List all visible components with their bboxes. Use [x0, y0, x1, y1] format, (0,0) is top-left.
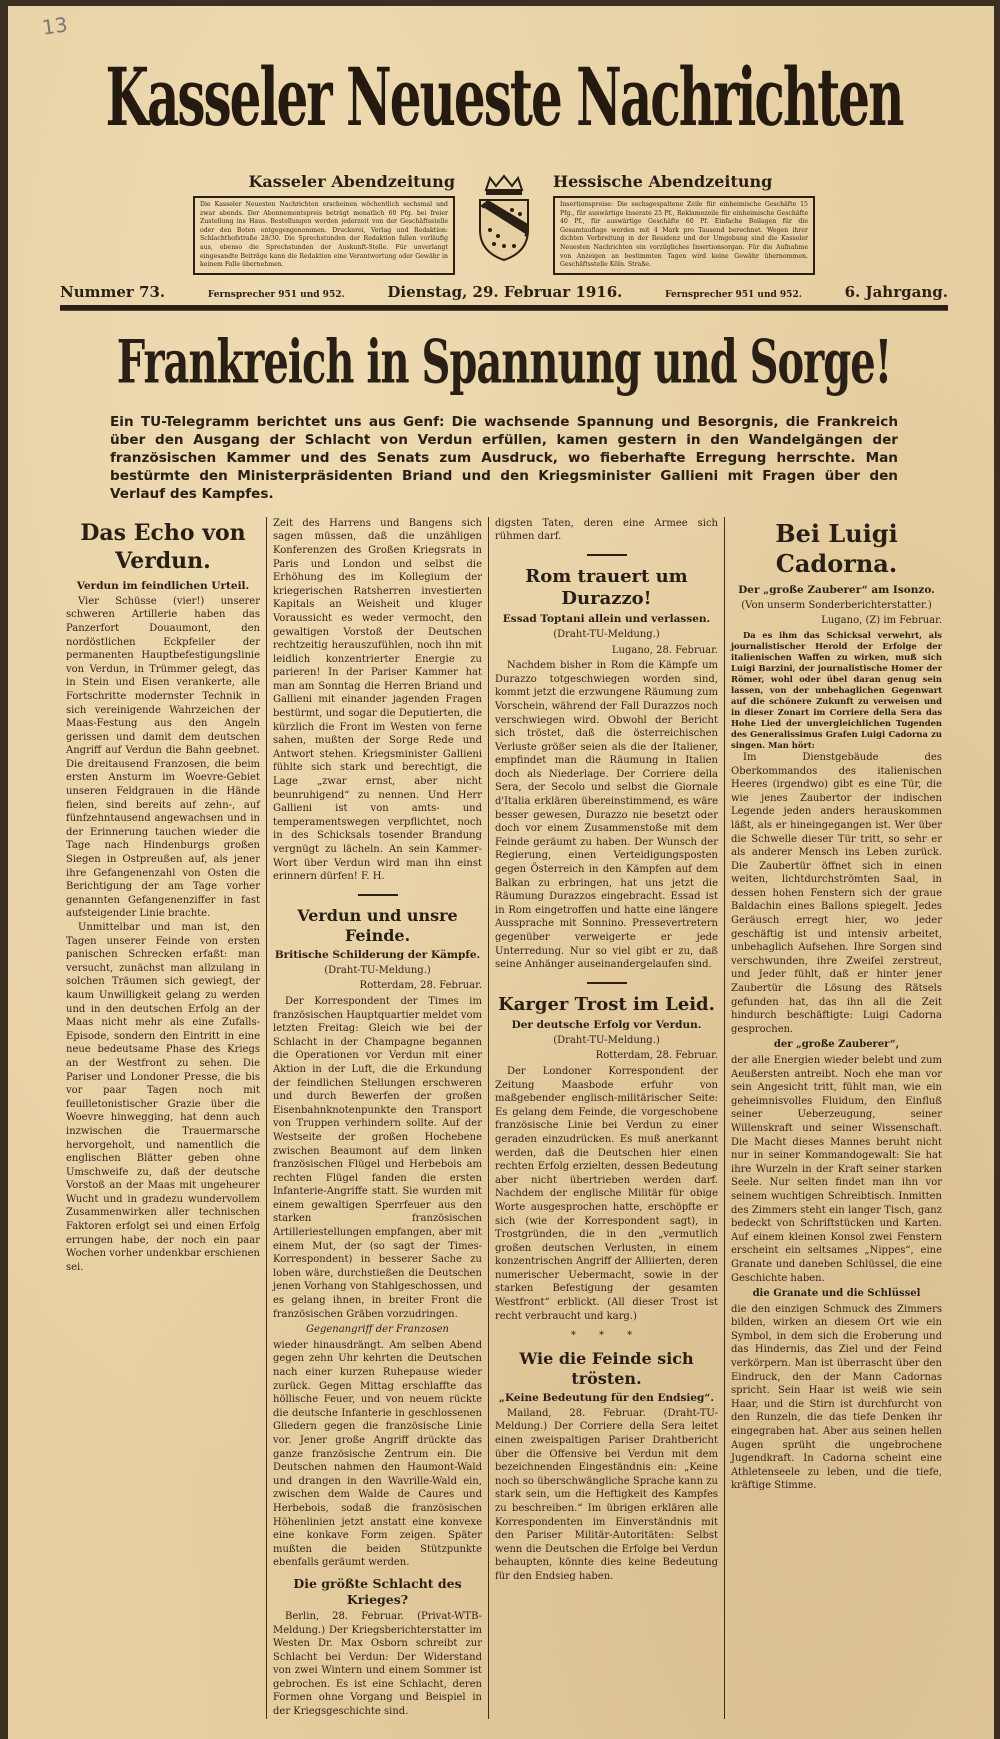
article-paragraph: Nachdem bisher in Rom die Kämpfe um Durazzo totgeschwiegen worden sind, kommt jetzt die erzwungene Räumung zum Vorschein, während der Fall Durazzos noch verschwiegen wird. Obwohl der Bericht sich tröstet, daß die österreichischen Verluste größer seien als die der Italiener, empfindet man die Räumung in Italien doch als Niederlage. Der Corriere della Sera, der Secolo und selbst die Giornale d'Italia erklären übereinstimmend, es wäre besser gewesen, Durazzo nie besetzt oder doch vor einem Zusammenstoße mit dem Feinde geräumt zu haben. Der Wunsch der Regierung, einen Verteidigungsposten gegen Österreich in den Kämpfen auf dem Balkan zu erbringen, hat uns jetzt die Räumung Durazzos eingebracht. Essad ist in Rom eingetroffen und hatte eine längere Aussprache mit Sonnino. Pressevertretern gegenüber verweigerte er jede Unterredung. Nur so viel gibt er zu, daß seine Anhänger auseinandergelaufen sind.	[495, 660, 718, 971]
subscription-info-box: Die Kasseler Neuesten Nachrichten erscheinen wöchentlich sechsmal und zwar abends. Der Abonnementspreis beträgt monatlich 60 Pfg. bei freier Zustellung ins Haus. Bestellungen werden jederzeit von der Geschäftsstelle oder den Boten entgegengenommen. Druckerei, Verlag und Redaktion: Schlachthofstraße 28/30. Die Sprechstunden der Redaktion fallen vorläufig aus, ebenso die Sprechstunden der Auskunft-Stelle. Für unverlangt eingesandte Beiträge kann die Redaktion eine Verantwortung oder Gewähr in keinem Falle übernehmen.	[193, 196, 455, 275]
column-2	[266, 517, 488, 1719]
article-deck: Britische Schilderung der Kämpfe.	[274, 948, 481, 961]
article-deck: Essad Toptani allein und verlassen.	[502, 612, 711, 625]
article-source: (Draht-TU-Meldung.)	[324, 964, 431, 976]
article-source: (Draht-TU-Meldung.)	[553, 628, 660, 640]
masthead-rule	[60, 305, 948, 311]
masthead-info	[60, 172, 948, 275]
separator	[587, 554, 627, 556]
article-dateline: Rotterdam, 28. Februar.	[359, 980, 482, 992]
article-paragraph: Unmittelbar und man ist, den Tagen unserer Feinde von ersten panischen Schrecken erfaßt: man versucht, zunächst man allzulang in solchen Träumen sich gewiegt, der kaum Unwilligkeit gelang zu werden und in den deutschen Erfolg an der Maas nicht mehr als eine Zufalls-Episode, sondern den Eintritt in eine neue bedeutsame Phase des Kriegs an der Westfront zu sehen. Die Pariser und Londoner Presse, die bis vor paar Tagen noch mit feuilletonistischer Grazie über die Woevre hinwegging, hat denn auch inzwischen die Trauermarsche hervorgeholt, und namentlich die englischen Blätter geben ohne Umschweife zu, daß der deutsche Vorstoß an der Maas mit ungeheurer Wucht und in gradezu wundervollem Zusammenwirken aller technischen Faktoren erfolgt sei und einen Erfolg errungen habe, der noch ein paar Wochen vorher undenkbar erschienen sei.	[66, 922, 260, 1273]
article-paragraph: wieder hinausdrängt. Am selben Abend gegen zehn Uhr kehrten die Deutschen nach einer kurzen Ruhepause wieder zurück. Gegen Mittag erschlaffte das höllische Feuer, und von neuem rückte die deutsche Infanterie in geschlossenen Gliedern gegen die französische Linie vor. Jener große Angriff drückte das ganze französische Zentrum ein. Die Deutschen nahmen den Haumont-Wald und drangen in den Wavrille-Wald ein, zwischen dem Walde de Caures und Herbebois, sodaß die französischen Höhenlinien jetzt anstatt eine konvexe eine konkave Form zeigen. Später mußten die beiden Stützpunkte ebenfalls geräumt werden.	[273, 1339, 482, 1569]
subheading: der „große Zauberer“,	[773, 1039, 900, 1051]
article-paragraph: Im Dienstgebäude des Oberkommandos des italienischen Heeres (irgendwo) gibt es eine Tür, die wie jenes Zaubertor der indischen Legende jeden anders herauskommen läßt, als er hineingegangen ist. Wer über die Schwelle dieser Tür tritt, so sehr er als anderer Mensch ins Leben zurück. Die Zaubertür öffnet sich in einen weiten, lichtdurchströmten Saal, in dessen hohen Fenstern sich der graue Baldachin eines Ballons spiegelt. Jedes Geräusch erregt hier, wo jeder geschäftig ist und intensiv arbeitet, unbehaglich Aufsehen. Ihre Sorgen sind verschwunden, ihre Zweifel zerstreut, und Jeder fühlt, daß er hinter jener Zaubertür die Lösung des Rätsels gefunden hat, das ihn all die Zeit hindurch beschäftigte: Luigi Cadorna gesprochen.	[731, 751, 942, 1035]
volume: 6. Jahrgang.	[844, 282, 948, 301]
masthead	[60, 46, 948, 164]
lead-paragraph: Ein TU-Telegramm berichtet uns aus Genf: Die wachsende Spannung und Besorgnis, die Frankreich über den Ausgang der Schlacht von Verdun erfüllen, kamen gestern in den Wandelgängen der französischen Kammer und des Senats zum Ausdruck, wo fieberhafte Erregung herrschte. Man bestürmte den Ministerpräsidenten Briand und den Kriegsminister Gallieni mit Fragen über den Verlauf des Kampfes.	[110, 413, 898, 502]
article-title: Rom trauert um Durazzo!	[525, 565, 688, 609]
main-headline: Frankreich in Spannung und Sorge!	[116, 326, 892, 398]
article-title: Bei Luigi Cadorna.	[775, 518, 898, 578]
separator-stars: * * *	[570, 1330, 643, 1342]
advertising-rates-box: Insertionspreise: Die sechsgespaltene Zeile für einheimische Geschäfte 15 Pfg., für auswärtige Inserate 25 Pf., Reklamezeile für einheimische Geschäfte 40 Pf., für auswärtige Geschäfte 60 Pf. Einfache Beilagen für die Gesamtauflage werden mit 4 Mark pro Tausend berechnet. Wegen ihrer dichten Verbreitung in der Residenz und der Umgebung sind die Kasseler Neuesten Nachrichten ein vorzügliches Insertionsorgan. Für die Aufnahme von Anzeigen an bestimmten Tagen wird keine Gewähr übernommen. Geschäftsstelle Köln. Straße.	[553, 196, 815, 275]
article-paragraph: Mailand, 28. Februar. (Draht-TU-Meldung.) Der Corriere della Sera leitet einen zweispaltigen Pariser Drahtbericht über die Offensive bei Verdun mit dem bezeichnenden Eingeständnis ein: „Keine noch so überschwängliche Sprache kann zu stark sein, um die Heftigkeit des Kampfes zu beschreiben.“ Im übrigen erklären alle Korrespondenten im Einverständnis mit den Pariser Militär-Autoritäten: Selbst wenn die Deutschen die Erfolge bei Verdun behaupten, könnte dies keine Bedeutung für den Endsieg haben.	[495, 1407, 718, 1582]
issue-number: Nummer 73.	[60, 282, 166, 301]
column-3	[488, 517, 724, 1719]
masthead-title: Kasseler Neueste Nachrichten	[105, 50, 903, 145]
issue-date: Dienstag, 29. Februar 1916.	[387, 282, 623, 301]
article-dateline: Rotterdam, 28. Februar.	[595, 1050, 718, 1062]
article-paragraph: digsten Taten, deren eine Armee sich rühmen darf.	[495, 517, 718, 543]
article-title: Verdun und unsre Feinde.	[297, 905, 458, 945]
masthead-right	[553, 172, 948, 275]
article-source: (Draht-TU-Meldung.)	[553, 1034, 660, 1046]
article-paragraph: Vier Schüsse (vier!) unserer schweren Artillerie haben das Panzerfort Douaumont, den nordöstlichen Eckpfeiler der permanenten Hauptbefestigungslinie von Verdun, in Trümmer gelegt, das in Stein und Eisen verankerte, alle Fortschritte modernster Technik in sich vereinigende Wahrzeichen der Maas-Festung aus den Angeln gerissen und damit dem deutschen Angriff auf Verdun die Bahn geebnet. Die dreitausend Franzosen, die beim ersten Ansturm im Woevre-Gebiet unseren Feldgrauen in die Hände fielen, sind bereits auf zehn-, auf fünfzehntausend angewachsen und in der Erinnerung tauchen wieder die Tage nach Hindenburgs großen Siegen in Ostpreußen auf, als jener ihre Gefangenenzahl von Osten die Berichtigung der am Tage vorher genannten Gefangenenziffer in fast aufsteigender Linie brachte.	[66, 595, 260, 920]
article-title: Karger Trost im Leid.	[498, 993, 715, 1015]
article-deck: Der deutsche Erfolg vor Verdun.	[511, 1018, 702, 1031]
article-title: Die größte Schlacht des Krieges?	[293, 1575, 462, 1607]
subtitle-right: Hessische Abendzeitung	[553, 172, 773, 191]
subheading: Gegenangriff der Franzosen	[306, 1324, 449, 1336]
headline-area	[60, 327, 948, 407]
pencil-annotation: 13	[40, 12, 69, 40]
column-1	[60, 517, 266, 1719]
article-title: Wie die Feinde sich trösten.	[519, 1348, 694, 1388]
article-paragraph: Zeit des Harrens und Bangens sich sagen müssen, daß die unzähligen Konferenzen des Großen Kriegsrats in Paris und London und selbst die Erhöhung des im Kollegium der kriegerischen Ratsherren investierten Kapitals an Weisheit und kluger Voraussicht es weder vermocht, den gewaltigen Vorstoß der Deutschen rechtzeitig herauszufühlen, noch ihn mit leidlich konzentrierter Energie zu parieren! In der Pariser Kammer hat man am Sonntag die Herren Briand und Gallieni mit einander jagenden Fragen bestürmt, und sogar die Deputierten, die kürzlich die Front im Westen von ferne sahen, mußten der Sorge Rede und Antwort stehen. Kriegsminister Gallieni fühlte sich stark und berechtigt, die Lage „zwar ernst, aber nicht beunruhigend“ zu nennen. Und Herr Gallieni ist von amts- und temperamentswegen verpflichtet, noch in des Schicksals tosender Brandung vergnügt zu lächeln. An sein Kammer-Wort über Verdun wird man ihn einst erinnern dürfen! F. H.	[273, 517, 482, 883]
article-paragraph: Berlin, 28. Februar. (Privat-WTB-Meldung.) Der Kriegsberichterstatter im Westen Dr. Max Osborn schreibt zur Schlacht bei Verdun: Der Widerstand von zwei Wintern und einem Sommer ist gebrochen. Es ist eine Schlacht, deren Formen ohne Vorgang und Beispiel in der Kriegsgeschichte sind.	[273, 1610, 482, 1718]
article-paragraph: Der Londoner Korrespondent der Zeitung Maasbode erfuhr von maßgebender englisch-militärischer Seite: Es gelang dem Feinde, die vorgeschobene französische Linie bei Verdun zu einer geraden einzudrücken. Es muß anerkannt werden, daß die Deutschen hier einen rechten Erfolg erzielten, dessen Bedeutung aber nicht übertrieben werden darf. Nachdem der englische Militär für obige Worte ausgesprochen hatte, erschöpfte er sich (wie der Korrespondent sagt), in Trostgründen, die in den „vermutlich großen deutschen Verlusten, in einem konzentrischen Angriff der Alliierten, deren numerischer Uebermacht, sowie in der starken Befestigung der gesamten Westfront“ erblickt. (All dieser Trost ist recht verbraucht und karg.)	[495, 1065, 718, 1322]
newspaper-page	[8, 6, 994, 1739]
coat-of-arms-icon	[474, 172, 534, 262]
subtitle-left: Kasseler Abendzeitung	[248, 172, 455, 191]
article-dateline: Lugano, (Z) im Februar.	[821, 615, 942, 627]
article-paragraph: Der Korrespondent der Times im französischen Hauptquartier meldet vom letzten Freitag: Gleich wie bei der Schlacht in der Champagne begannen die Operationen vor Verdun mit einer Aktion in der Luft, die die Erkundung der feindlichen Stellungen erschweren und durch Bewerfen der großen Eisenbahnknotenpunkte den Transport von Truppen verhindern sollte. Auf der Westseite der großen Hochebene zwischen Beaumont auf dem linken französischen Flügel und Herbebois am rechten Flügel fanden die ersten Infanterie-Angriffe statt. Sie wurden mit einem gewaltigen Sperrfeuer aus den starken französischen Artilleriestellungen empfangen, aber mit einem Mut, der (so sagt der Times-Korrespondent) in besserer Sache zu loben wäre, durchstießen die Deutschen jenen Vorhang von Stahlgeschossen, und es gelang ihnen, in breiter Front die französischen Gräben vorzudringen.	[273, 995, 482, 1320]
separator	[358, 894, 398, 896]
subheading: die Granate und die Schlüssel	[752, 1288, 921, 1300]
article-title: Das Echo von Verdun.	[80, 519, 246, 574]
article-dateline: Lugano, 28. Februar.	[611, 644, 718, 656]
article-deck: Verdun im feindlichen Urteil.	[76, 579, 250, 592]
article-columns	[60, 517, 948, 1719]
article-intro: Da es ihm das Schicksal verwehrt, als journalistischer Herold der Erfolge der italienischen Waffen zu wirken, muß sich Luigi Barzini, der journalistische Homer der Römer, wohl oder übel daran genug sein lassen, von der unbehaglichen Gegenwart auf die schönere Zukunft zu verweisen und in dieser Zonart im Corriere della Sera das Hohe Lied der unvergleichlichen Tugenden des Generalissimus Grafen Luigi Cadorna zu singen. Man hört:	[731, 629, 942, 750]
column-4	[724, 517, 948, 1719]
phone-left: Fernsprecher 951 und 952.	[207, 289, 345, 300]
masthead-left	[60, 172, 455, 275]
article-deck: Der „große Zauberer“ am Isonzo.	[738, 583, 935, 596]
phone-right: Fernsprecher 951 und 952.	[665, 289, 802, 300]
article-deck: „Keine Bedeutung für den Endsieg“.	[498, 1391, 715, 1404]
article-paragraph: die den einzigen Schmuck des Zimmers bilden, wirken an diesem Ort wie ein Symbol, in dem sich die Eroberung und das Hindernis, das Ziel und der Feind verkörpern. Man ist überrascht über den Eindruck, den der Mann Cadornas spricht. Sein Haar ist weiß wie sein Haar, und die Stirn ist durchfurcht von den Runzeln, die das tiefe Denken ihr eingegraben hat. Aber aus seinen hellen Augen sprüht die ungebrochene Jugendkraft. In Cadorna scheint eine Athletenseele zu leben, und die tiefe, kräftige Stimme.	[731, 1303, 942, 1492]
article-paragraph: der alle Energien wieder belebt und zum Aeußersten antreibt. Noch ehe man vor sein Angesicht tritt, fühlt man, wie ein geheimnisvolles Fluidum, den Einfluß seiner Ueberzeugung, seiner Willenskraft und seiner Wissenschaft. Die Macht dieses Mannes beruht nicht nur in seiner Kommandogewalt: Sie hat ihre Wurzeln in der Kraft seiner starken Seele. Nur selten findet man ihn vor seinem wuchtigen Schreibtisch. Inmitten des Zimmers steht ein langer Tisch, ganz bedeckt von Schriftstücken und Karten. Auf einem kleinen Konsol zwei Fenstern erscheint ein seltsames „Nippes“, eine Granate und daneben Schlüssel, die eine Geschichte haben.	[731, 1055, 942, 1284]
article-source: (Von unserm Sonderberichterstatter.)	[741, 599, 932, 611]
issue-info-line	[60, 283, 948, 301]
separator	[587, 982, 627, 984]
